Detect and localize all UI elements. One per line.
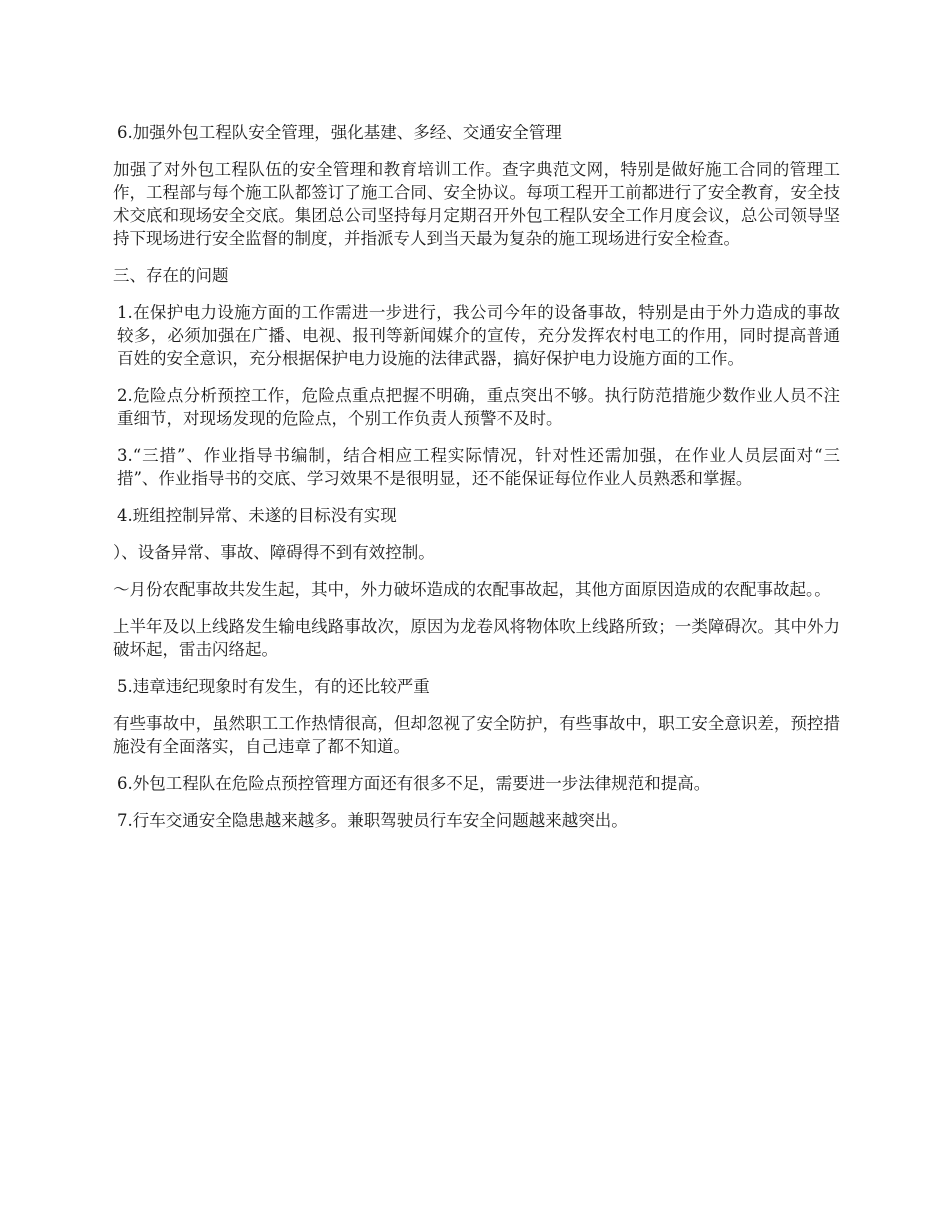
section-heading-problems: 三、存在的问题 xyxy=(113,266,229,285)
paragraph-line-accidents: 上半年及以上线路发生输电线路事故次，原因为龙卷风将物体吹上线路所致；一类障碍次。其中外力破坏起，雷击闪络起。 xyxy=(113,617,840,659)
problem-item-1: 1.在保护电力设施方面的工作需进一步进行，我公司今年的设备事故，特别是由于外力造成的事故较多，必须加强在广播、电视、报刊等新闻媒介的宣传，充分发挥农村电工的作用，同时提高普通百姓的安全意识，充分根据保护电力设施的法律武器，搞好保护电力设施方面的工作。 xyxy=(117,303,840,368)
paragraph-equipment-abnormal: ）、设备异常、事故、障碍得不到有效控制。 xyxy=(113,543,435,562)
problem-item-3: 3.“三措”、作业指导书编制，结合相应工程实际情况，针对性还需加强，在作业人员层面对“三措”、作业指导书的交底、学习效果不是很明显，还不能保证每位作业人员熟悉和掌握。 xyxy=(117,446,840,488)
paragraph-rural-accidents: ～月份农配事故共发生起，其中，外力破坏造成的农配事故起，其他方面原因造成的农配事故起。。 xyxy=(113,580,831,599)
document-body xyxy=(113,121,840,846)
paragraph-violations: 有些事故中，虽然职工工作热情很高，但却忽视了安全防护，有些事故中，职工安全意识差，预控措施没有全面落实，自己违章了都不知道。 xyxy=(113,714,840,756)
problem-item-5: 5.违章违纪现象时有发生，有的还比较严重 xyxy=(117,677,430,696)
problem-item-6: 6.外包工程队在危险点预控管理方面还有很多不足，需要进一步法律规范和提高。 xyxy=(117,774,711,793)
problem-item-2: 2.危险点分析预控工作，危险点重点把握不明确，重点突出不够。执行防范措施少数作业人员不注重细节，对现场发现的危险点，个别工作负责人预警不及时。 xyxy=(117,386,840,428)
problem-item-7: 7.行车交通安全隐患越来越多。兼职驾驶员行车安全问题越来越突出。 xyxy=(117,811,628,830)
item-heading-6: 6.加强外包工程队安全管理，强化基建、多经、交通安全管理 xyxy=(117,123,562,142)
paragraph-outsourcing-management: 加强了对外包工程队伍的安全管理和教育培训工作。查字典范文网，特别是做好施工合同的管理工作，工程部与每个施工队都签订了施工合同、安全协议。每项工程开工前都进行了安全教育，安全技术交底和现场安全交底。集团总公司坚持每月定期召开外包工程队安全工作月度会议，总公司领导坚持下现场进行安全监督的制度，并指派专人到当天最为复杂的施工现场进行安全检查。 xyxy=(113,160,840,248)
problem-item-4: 4.班组控制异常、未遂的目标没有实现 xyxy=(117,506,397,525)
